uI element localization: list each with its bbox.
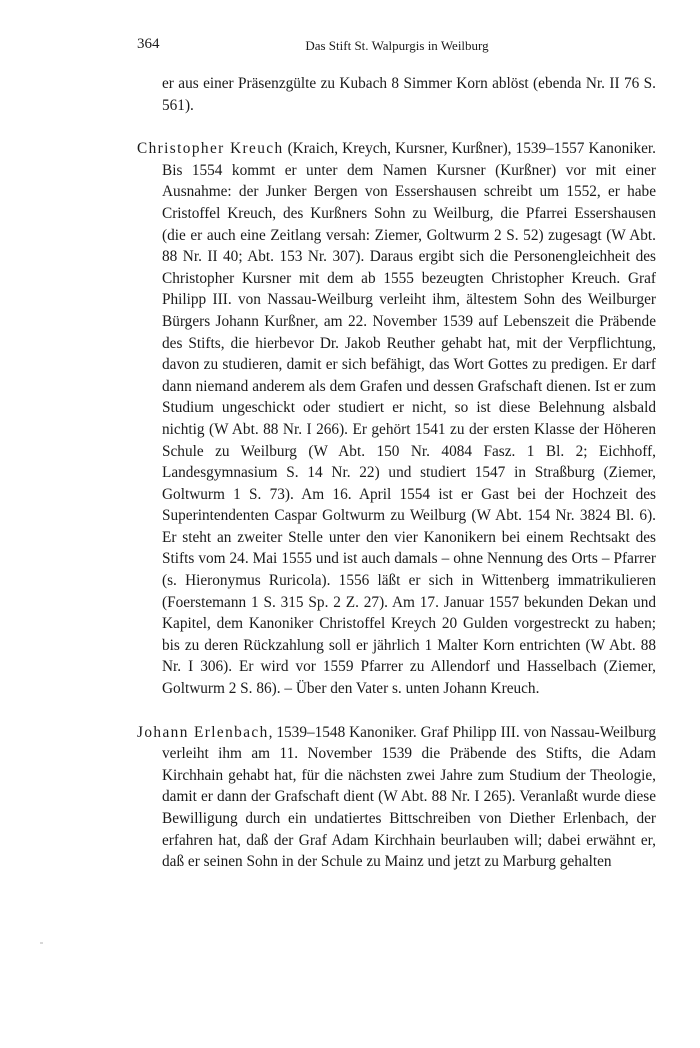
page-number: 364 — [137, 36, 160, 52]
entry-name: Johann Erlenbach — [137, 723, 269, 741]
entry-name: Christopher Kreuch — [137, 140, 284, 158]
scan-speck — [40, 942, 43, 944]
entry-text: , 1539–1548 Kanoniker. Graf Philipp III. von Nassau-Weilburg verleiht ihm am 11. November 1539 die Präbende des Stifts, die Adam Kirchhain gehabt hat, für die nächsten zwei Jahre zum Studium der Theologie, damit er dann der Grafschaft dient (W Abt. 88 Nr. I 265). Veranlaßt wurde diese Bewilligung durch ein undatiertes Bittschreiben von Diether Erlenbach, der erfahren hat, daß der Graf Adam Kirchhain beurlauben will; dabei erwähnt er, daß er seinen Sohn in der Schule zu Mainz und jetzt zu Marburg gehalten — [162, 723, 657, 871]
page-header — [137, 36, 657, 56]
entry-continuation — [137, 73, 656, 116]
body-text — [137, 73, 656, 873]
running-title: Das Stift St. Walpurgis in Weilburg — [305, 38, 489, 53]
entry-text: er aus einer Präsenzgülte zu Kubach 8 Simmer Korn ablöst (ebenda Nr. II 76 S. 561). — [162, 75, 656, 114]
entry-text: (Kraich, Kreych, Kursner, Kurßner), 1539–1557 Kanoniker. Bis 1554 kommt er unter dem Namen Kursner (Kurßner) vor mit einer Ausnahme: der Junker Bergen von Essershausen schreibt um 1552, er habe Cristoffel Kreuch, des Kurßners Sohn zu Weilburg, die Pfarrei Essershausen (die er auch eine Zeitlang versah: Ziemer, Goltwurm 2 S. 52) zugesagt (W Abt. 88 Nr. II 40; Abt. 153 Nr. 307). Daraus ergibt sich die Personengleichheit des Christopher Kursner mit dem ab 1555 bezeugten Christopher Kreuch. Graf Philipp III. von Nassau-Weilburg verleiht ihm, ältestem Sohn des Weilburger Bürgers Johann Kurßner, am 22. November 1539 auf Lebenszeit die Präbende des Stifts, die hierbevor Dr. Jakob Reuther gehabt hat, mit der Verpflichtung, davon zu studieren, damit er sich befähigt, das Wort Gottes zu predigen. Er darf dann niemand anderem als dem Grafen und dessen Grafschaft dienen. Ist er zum Studium ungeschickt oder studiert er nicht, so ist diese Belehnung alsbald nichtig (W Abt. 88 Nr. I 266). Er gehört 1541 zu der ersten Klasse der Höheren Schule zu Weilburg (W Abt. 150 Nr. 4084 Fasz. 1 Bl. 2; Eichhoff, Landesgymnasium S. 14 Nr. 22) und studiert 1547 in Straßburg (Ziemer, Goltwurm 1 S. 73). Am 16. April 1554 ist er Gast bei der Hochzeit des Superintendenten Caspar Goltwurm zu Weilburg (W Abt. 154 Nr. 3824 Bl. 6). Er steht an zweiter Stelle unter den vier Kanonikern bei einem Rechtsakt des Stifts vom 24. Mai 1555 und ist auch damals – ohne Nennung des Orts – Pfarrer (s. Hieronymus Ruricola). 1556 läßt er sich in Wittenberg immatrikulieren (Foerstemann 1 S. 315 Sp. 2 Z. 27). Am 17. Januar 1557 bekunden Dekan und Kapitel, dem Kanoniker Christoffel Kreych 20 Gulden vorgestreckt zu haben; bis zu deren Rückzahlung soll er jährlich 1 Malter Korn entrichten (W Abt. 88 Nr. I 306). Er wird vor 1559 Pfarrer zu Allendorf und Hasselbach (Ziemer, Goltwurm 2 S. 86). – Über den Vater s. unten Johann Kreuch. — [162, 140, 656, 698]
entry-christopher-kreuch — [137, 138, 656, 699]
entry-johann-erlenbach — [137, 722, 656, 873]
